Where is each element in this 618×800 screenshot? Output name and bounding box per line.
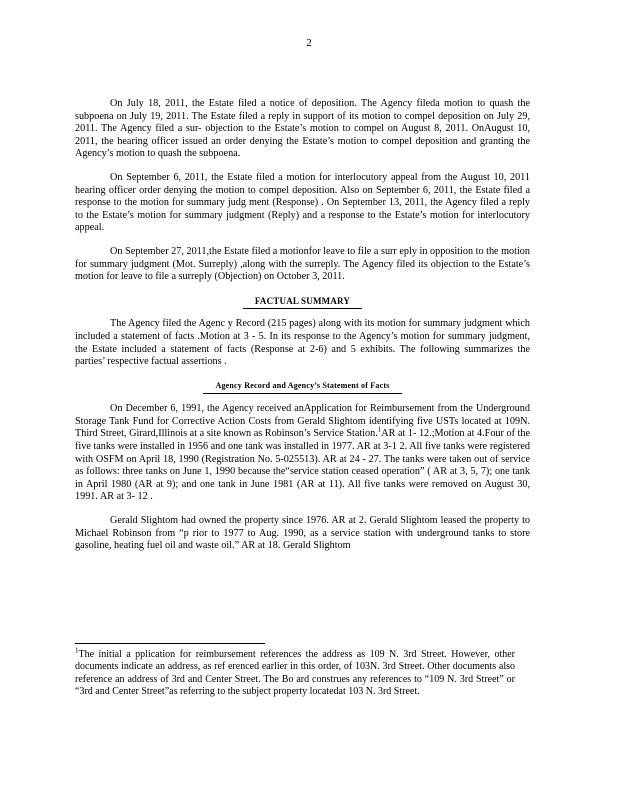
heading-factual-summary-text: FACTUAL SUMMARY <box>243 295 362 310</box>
footnote-reference: 1 <box>377 426 382 435</box>
paragraph-application-text-a: On December 6, 1991, the Agency received anApplication for Reimbursement from the Underground Storage Tank Fund for Corrective Action Costs from Gerald Slightom identifying five USTs located at 109N. Third Street, Girard,Illinois at a site known as Robinson’s Service Station. <box>75 403 530 440</box>
heading-agency-record <box>75 380 530 395</box>
paragraph-ownership: Gerald Slightom had owned the property since 1976. AR at 2. Gerald Slightom leased the property to Michael Robinson from “p rior to 1977 to Aug. 1990, as a service station with underground tanks to store gasoline, heating fuel oil and waste oil.” AR at 18. Gerald Slightom <box>75 515 530 552</box>
footnote-marker: 1 <box>75 646 79 655</box>
heading-agency-record-text: Agency Record and Agency’s Statement of Facts <box>203 380 401 395</box>
footnote <box>75 646 515 699</box>
paragraph-surreply: On September 27, 2011,the Estate filed a motionfor leave to file a surr eply in opposition to the motion for summary judgment (Mot. Surreply) ,along with the surreply. The Agency filed its objection to the Estate’s motion for leave to file a surreply (Objection) on October 3, 2011. <box>75 245 530 283</box>
paragraph-agency-record: The Agency filed the Agenc y Record (215 pages) along with its motion for summary judgment which included a statement of facts .Motion at 3 - 5. In its response to the Agency’s motion for summary judgment, the Estate included a statement of facts (Response at 2-6) and 5 exhibits. The following summarizes the parties’ respective factual assertions . <box>75 318 530 368</box>
paragraph-interlocutory-appeal: On September 6, 2011, the Estate filed a motion for interlocutory appeal from the August 10, 2011 hearing officer order denying the motion to compel deposition. Also on September 6, 2011, the Estate filed a response to the motion for summary judg ment (Response) . On September 13, 2011, the Agency filed a reply to the Estate’s motion for summary judgment (Reply) and a response to the Estate’s motion for interlocutory appeal. <box>75 171 530 234</box>
footnote-text: The initial a pplication for reimbursement references the address as 109 N. 3rd Street. However, other documents indicate an address, as ref erenced earlier in this order, of 103N. 3rd Street. Other documents also reference an address of 3rd and Center Street. The Bo ard construes any references to “109 N. 3rd Street” or “3rd and Center Street”as referring to the subject property locatedat 103 N. 3rd Street. <box>75 649 515 698</box>
paragraph-application-text-b: AR at 1- 12.;Motion at 4.Four of the five tanks were installed in 1956 and one tank was installed in 1977. AR at 3-1 2. All five tanks were registered with OSFM on April 18, 1990 (Registration No. 5-025513). AR at 24 - 27. The tanks were taken out of service as follows: three tanks on June 1, 1990 because the“service station ceased operation” ( AR at 3, 5, 7); one tank in April 1980 (AR at 9); and one tank in June 1981 (AR at 11). All five tanks were removed on August 30, 1991. AR at 3- 12 . <box>75 428 530 503</box>
paragraph-application <box>75 403 530 504</box>
document-body <box>75 98 530 564</box>
heading-factual-summary <box>75 295 530 310</box>
paragraph-deposition: On July 18, 2011, the Estate filed a notice of deposition. The Agency fileda motion to quash the subpoena on July 19, 2011. The Estate filed a reply in support of its motion to compel deposition on July 29, 2011. The Agency filed a sur- objection to the Estate’s motion to compel on August 8, 2011. OnAugust 10, 2011, the hearing officer issued an order denying the Estate’s motion to compel deposition and granting the Agency’s motion to quash the subpoena. <box>75 98 530 160</box>
page-number: 2 <box>306 37 312 49</box>
footnote-divider <box>75 643 265 644</box>
